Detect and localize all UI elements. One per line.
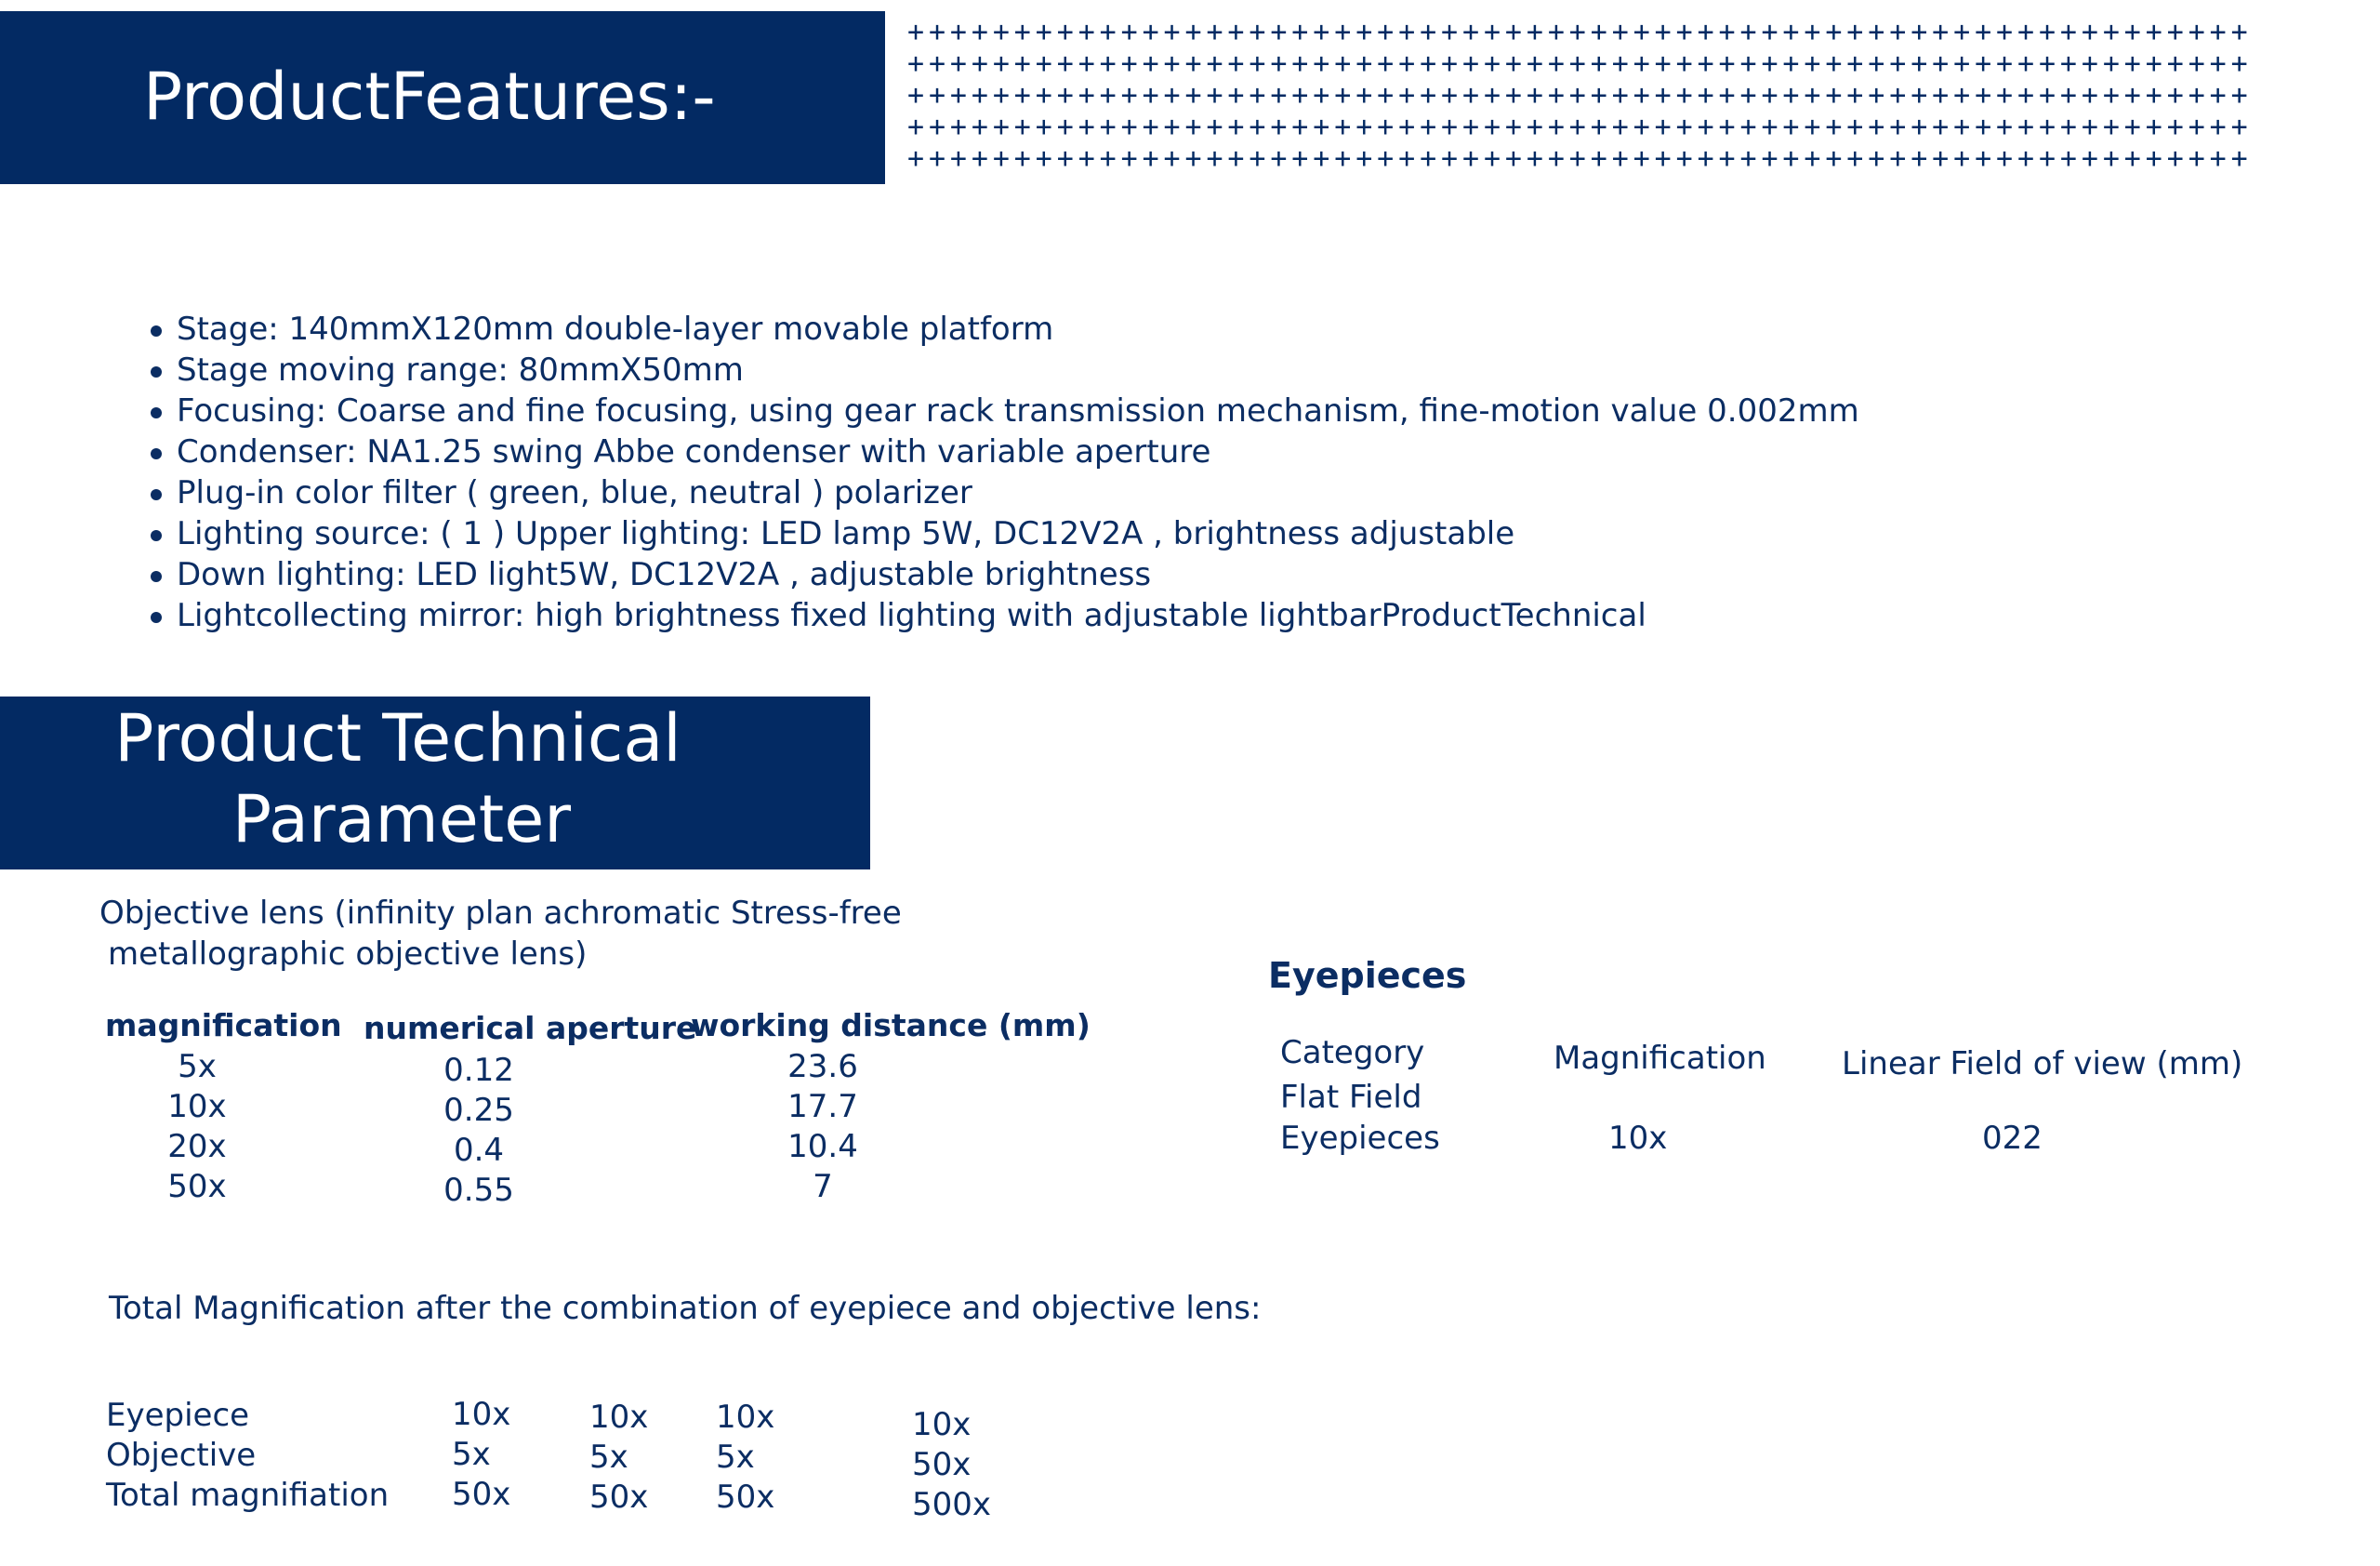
- working-distance-column: [767, 1047, 879, 1207]
- eyepieces-heading: Eyepieces: [1268, 955, 1467, 996]
- pattern-row: +++++++++++++++++++++++++++++++++++++++++++++++++++++++++++++++: [907, 79, 2253, 112]
- table-cell: 50x: [167, 1168, 227, 1205]
- table-cell: 50x: [452, 1476, 511, 1513]
- table-cell: 10x: [167, 1088, 227, 1125]
- pattern-row: +++++++++++++++++++++++++++++++++++++++++++++++++++++++++++++++: [907, 47, 2253, 80]
- table-cell: 10x: [912, 1406, 972, 1443]
- eyepieces-category-line1: Flat Field: [1280, 1079, 1422, 1116]
- table-cell: 0.55: [443, 1172, 514, 1209]
- technical-title-line1: Product Technical: [114, 700, 681, 776]
- total-label-objective: Objective: [106, 1437, 257, 1474]
- pattern-row: +++++++++++++++++++++++++++++++++++++++++++++++++++++++++++++++: [907, 111, 2253, 143]
- total-column-4: [912, 1405, 991, 1525]
- technical-title-line2: Parameter: [231, 781, 572, 857]
- total-column-1: [452, 1395, 510, 1515]
- table-cell: 0.4: [453, 1132, 505, 1169]
- header-working-distance: working distance (mm): [691, 1007, 1091, 1043]
- eyepieces-header-magnification: Magnification: [1554, 1040, 1766, 1077]
- table-cell: 17.7: [787, 1088, 858, 1125]
- bullet-icon: [151, 612, 162, 623]
- objective-heading-line1: Objective lens (infinity plan achromatic Stress-free: [99, 895, 902, 932]
- eyepieces-header-category: Category: [1280, 1034, 1425, 1071]
- plus-pattern-decoration: [907, 17, 2380, 175]
- feature-item: Lighting source: ( 1 ) Upper lighting: LED lamp 5W, DC12V2A , brightness adjustable: [147, 513, 1859, 554]
- table-cell: 5x: [178, 1048, 217, 1085]
- table-cell: 5x: [589, 1439, 628, 1476]
- eyepieces-category-line2: Eyepieces: [1280, 1120, 1440, 1157]
- bullet-icon: [151, 571, 162, 582]
- table-cell: 5x: [716, 1439, 755, 1476]
- table-cell: 10x: [452, 1396, 511, 1433]
- magnification-column: [132, 1047, 262, 1207]
- bullet-icon: [151, 325, 162, 337]
- technical-banner: [0, 697, 870, 869]
- table-cell: 10.4: [787, 1128, 858, 1165]
- bullet-icon: [151, 407, 162, 418]
- bullet-icon: [151, 489, 162, 500]
- feature-item: Stage moving range: 80mmX50mm: [147, 350, 1859, 391]
- eyepieces-header-field-of-view: Linear Field of view (mm): [1842, 1045, 2243, 1082]
- table-cell: 50x: [912, 1446, 972, 1483]
- bullet-icon: [151, 366, 162, 378]
- table-cell: 7: [813, 1168, 833, 1205]
- total-label-eyepiece: Eyepiece: [106, 1397, 250, 1434]
- objective-heading-line2: metallographic objective lens): [108, 936, 588, 973]
- feature-item: Down lighting: LED light5W, DC12V2A , adjustable brightness: [147, 554, 1859, 595]
- eyepieces-field-of-view-value: 022: [1982, 1120, 2043, 1157]
- table-cell: 20x: [167, 1128, 227, 1165]
- bullet-icon: [151, 530, 162, 541]
- table-cell: 10x: [716, 1399, 775, 1436]
- table-cell: 0.25: [443, 1092, 514, 1129]
- header-magnification: magnification: [105, 1007, 342, 1043]
- eyepieces-magnification-value: 10x: [1608, 1120, 1668, 1157]
- header-numerical-aperture: numerical aperture: [364, 1010, 697, 1046]
- table-cell: 0.12: [443, 1052, 514, 1089]
- pattern-row: +++++++++++++++++++++++++++++++++++++++++++++++++++++++++++++++: [907, 142, 2253, 175]
- feature-item: Condenser: NA1.25 swing Abbe condenser with variable aperture: [147, 431, 1859, 472]
- table-cell: 500x: [912, 1486, 992, 1523]
- total-column-2: [589, 1398, 648, 1518]
- table-cell: 10x: [589, 1399, 649, 1436]
- features-title: ProductFeatures:-: [143, 59, 716, 135]
- features-list: [147, 309, 1859, 636]
- feature-item: Stage: 140mmX120mm double-layer movable platform: [147, 309, 1859, 350]
- table-cell: 23.6: [787, 1048, 858, 1085]
- total-column-3: [716, 1398, 774, 1518]
- feature-item: Plug-in color filter ( green, blue, neutral ) polarizer: [147, 472, 1859, 513]
- total-label-total: Total magnifiation: [106, 1477, 390, 1514]
- table-cell: 50x: [589, 1479, 649, 1516]
- table-cell: 50x: [716, 1479, 775, 1516]
- pattern-row: +++++++++++++++++++++++++++++++++++++++++++++++++++++++++++++++: [907, 17, 2253, 48]
- numerical-aperture-column: [423, 1051, 535, 1211]
- feature-item: Lightcollecting mirror: high brightness fixed lighting with adjustable lightbarProductTechnical: [147, 595, 1859, 636]
- table-cell: 5x: [452, 1436, 491, 1473]
- bullet-icon: [151, 448, 162, 459]
- feature-item: Focusing: Coarse and fine focusing, using gear rack transmission mechanism, fine-motion value 0.002mm: [147, 391, 1859, 431]
- features-banner: [0, 11, 885, 184]
- total-magnification-heading: Total Magnification after the combination of eyepiece and objective lens:: [109, 1290, 1262, 1327]
